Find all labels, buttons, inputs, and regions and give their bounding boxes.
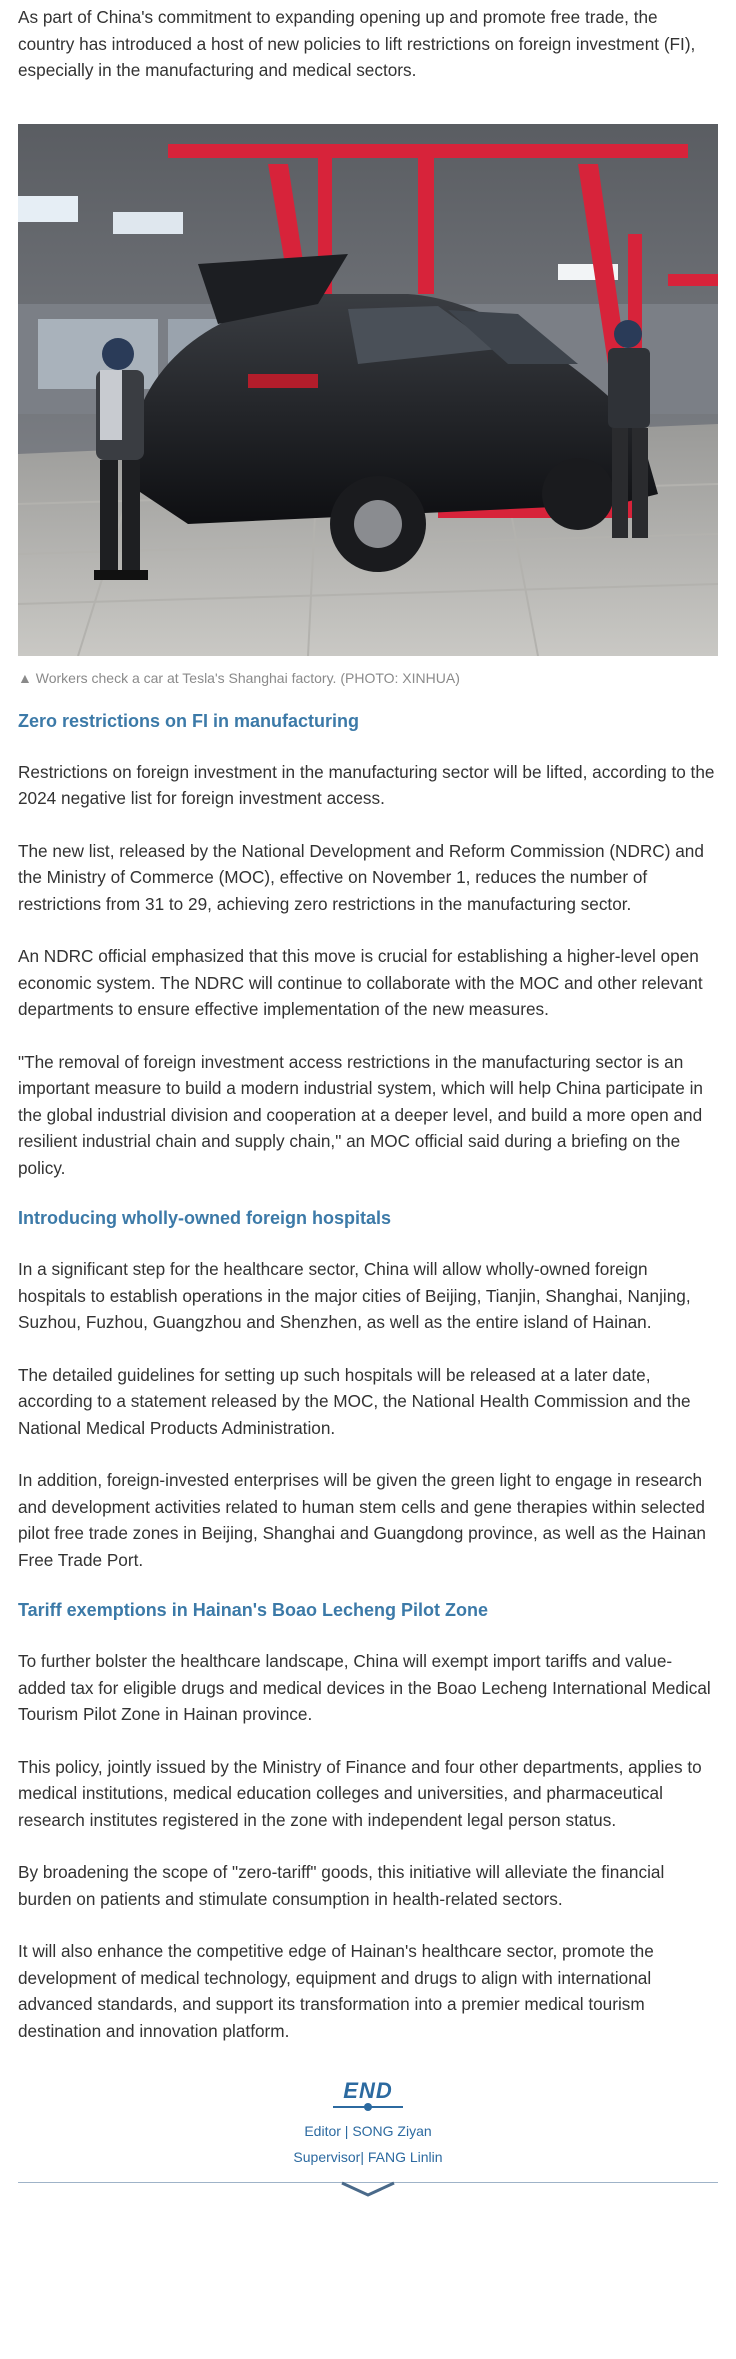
bottom-divider [18,2182,718,2206]
intro-paragraph: As part of China's commitment to expanding opening up and promote free trade, the country has introduced a host of new policies to lift restrictions on foreign investment (FI), especially in the manufacturing and medical sectors. [18,7,696,80]
end-mark-wrapper [18,2078,718,2108]
end-mark: END [343,2078,393,2103]
paragraph: To further bolster the healthcare landscape, China will exempt import tariffs and value-added tax for eligible drugs and medical devices in the Boao Lecheng International Medical Tourism Pilot Zone in Hainan province. [18,1651,711,1724]
photo-caption: ▲ Workers check a car at Tesla's Shanghai factory. (PHOTO: XINHUA) [18,669,460,686]
paragraph: In a significant step for the healthcare sector, China will allow wholly-owned foreign hospitals to establish operations in the major cities of Beijing, Tianjin, Shanghai, Nanjing, Suzhou, Fuzhou, Guangzhou and Shenzhen, as well as the entire island of Hainan. [18,1259,691,1332]
section-heading-tariffs: Tariff exemptions in Hainan's Boao Lecheng Pilot Zone [18,1600,489,1620]
article-footer [18,2078,718,2170]
paragraph: In addition, foreign-invested enterprises will be given the green light to engage in research and development activities related to human stem cells and gene therapies within selected pilot free trade zones in Beijing, Shanghai and Guangdong province, as well as the Hainan Free Trade Port. [18,1470,706,1570]
paragraph: This policy, jointly issued by the Ministry of Finance and four other departments, applies to medical institutions, medical education colleges and universities, and pharmaceutical research institutes registered in the zone with independent legal person status. [18,1756,702,1830]
paragraph: The detailed guidelines for setting up such hospitals will be released at a later date, according to a statement released by the MOC, the National Health Commission and the National Medical Products Administration. [18,1364,691,1438]
paragraph: By broadening the scope of "zero-tariff" goods, this initiative will alleviate the financial burden on patients and stimulate consumption in health-related sectors. [18,1862,665,1909]
factory-photo-illustration [18,124,718,656]
section-heading-manufacturing: Zero restrictions on FI in manufacturing [18,710,360,731]
editor-credit: Editor | SONG Ziyan [304,2123,432,2139]
article-photo [18,124,718,656]
end-mark-underline [333,2106,403,2108]
paragraph: An NDRC official emphasized that this move is crucial for establishing a higher-level open economic system. The NDRC will continue to collaborate with the MOC and other relevant departments to ensure effective implementation of the new measures. [18,946,703,1019]
supervisor-credit: Supervisor| FANG Linlin [293,2149,443,2165]
paragraph: It will also enhance the competitive edge of Hainan's healthcare sector, promote the development of medical technology, equipment and drugs to align with international advanced standards, and support its transformation into a premier medical tourism destination and innovation platform. [18,1941,654,2041]
chevron-down-icon [338,2181,398,2199]
section-heading-hospitals: Introducing wholly-owned foreign hospitals [18,1208,391,1228]
paragraph: "The removal of foreign investment access restrictions in the manufacturing sector is an important measure to build a modern industrial system, which will help China participate in the global industrial division and cooperation at a deeper level, and build a more open and resilient industrial chain and supply chain," an MOC official said during a briefing on the policy. [18,1051,703,1178]
paragraph: The new list, released by the National Development and Reform Commission (NDRC) and the Ministry of Commerce (MOC), effective on November 1, reduces the number of restrictions from 31 to 29, achieving zero restrictions in the manufacturing sector. [18,840,704,914]
paragraph: Restrictions on foreign investment in the manufacturing sector will be lifted, according to the 2024 negative list for foreign investment access. [18,761,715,808]
